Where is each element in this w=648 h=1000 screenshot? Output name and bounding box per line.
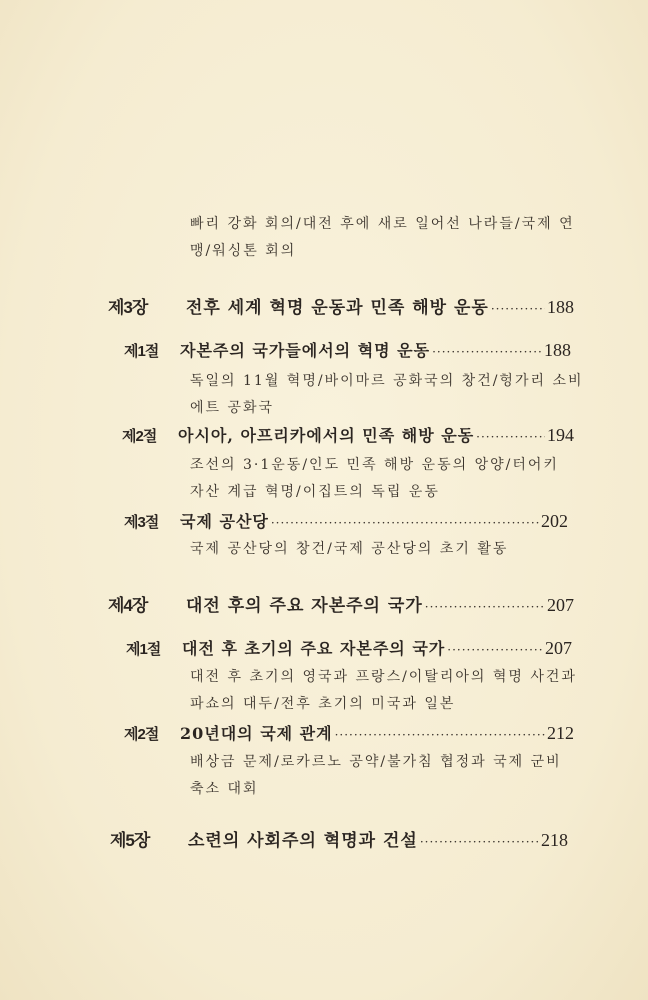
toc-chapter-5	[110, 826, 568, 851]
toc-subtopics: 독일의 11월 혁명/바이마르 공화국의 창건/헝가리 소비	[190, 373, 584, 389]
chapter-label: 제3장	[108, 298, 148, 317]
chapter-title: 전후 세계 혁명 운동과 민족 해방 운동	[186, 298, 489, 318]
page-number: 188	[544, 340, 571, 360]
section-label: 제3절	[124, 514, 159, 531]
leader-dots	[432, 345, 542, 359]
page-number: 202	[541, 511, 568, 531]
section-title: 자본주의 국가들에서의 혁명 운동	[180, 341, 431, 360]
section-label: 제1절	[124, 343, 159, 360]
leader-dots	[271, 516, 539, 530]
toc-subtopics: 대전 후 초기의 영국과 프랑스/이탈리아의 혁명 사건과	[190, 669, 577, 685]
leader-dots	[335, 728, 545, 742]
toc-section	[126, 636, 572, 659]
chapter-label: 제5장	[110, 831, 150, 850]
toc-subtopics: 에트 공화국	[190, 400, 275, 416]
page-number: 194	[547, 425, 574, 445]
toc-subtopics: 빠리 강화 회의/대전 후에 새로 일어선 나라들/국제 연	[190, 216, 575, 232]
chapter-label: 제4장	[108, 596, 148, 615]
leader-dots	[425, 600, 545, 614]
leader-dots	[447, 643, 543, 657]
leader-dots	[420, 835, 539, 849]
toc-subtopics: 조선의 3·1운동/인도 민족 해방 운동의 앙양/터어키	[190, 457, 559, 473]
toc-subtopics: 축소 대회	[190, 781, 259, 797]
toc-chapter-3	[108, 293, 574, 318]
toc-subtopics: 국제 공산당의 창건/국제 공산당의 초기 활동	[190, 541, 509, 557]
section-label: 제2절	[122, 428, 157, 445]
page-number: 212	[547, 723, 574, 743]
toc-chapter-4	[108, 591, 574, 616]
toc-subtopics: 배상금 문제/로카르노 공약/불가침 협정과 국제 군비	[190, 754, 562, 770]
section-title: 아시아, 아프리카에서의 민족 해방 운동	[178, 426, 475, 445]
page-number: 207	[545, 638, 572, 658]
leader-dots	[476, 430, 545, 444]
section-title: 대전 후 초기의 주요 자본주의 국가	[182, 639, 446, 658]
toc-section	[122, 423, 574, 446]
section-title: 국제 공산당	[180, 512, 269, 531]
toc-subtopics: 파쇼의 대두/전후 초기의 미국과 일본	[190, 696, 456, 712]
section-title: 20년대의 국제 관계	[180, 724, 333, 743]
toc-section	[124, 338, 571, 361]
leader-dots	[491, 302, 545, 316]
section-label: 제1절	[126, 641, 161, 658]
page-number: 218	[541, 830, 568, 850]
toc-subtopics: 맹/워싱톤 회의	[190, 243, 297, 259]
toc-section	[124, 721, 574, 744]
chapter-title: 소련의 사회주의 혁명과 건설	[188, 831, 418, 851]
toc-section	[124, 509, 568, 532]
section-label: 제2절	[124, 726, 159, 743]
page-number: 188	[547, 297, 574, 317]
chapter-title: 대전 후의 주요 자본주의 국가	[186, 596, 423, 616]
page-number: 207	[547, 595, 574, 615]
toc-subtopics: 자산 계급 혁명/이집트의 독립 운동	[190, 484, 440, 500]
